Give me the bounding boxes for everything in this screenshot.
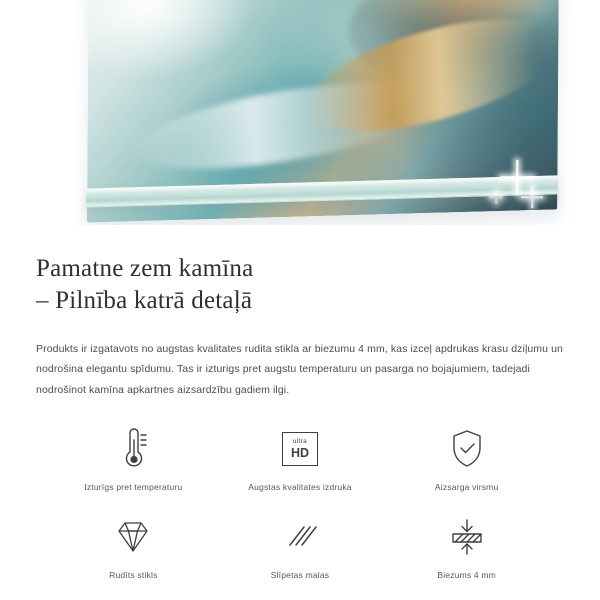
feature-label: Augstas kvalitates izdruka <box>248 482 352 493</box>
ultra-hd-bottom-label: HD <box>290 445 310 460</box>
feature-label: Izturīgs pret temperaturu <box>84 482 183 493</box>
content-area <box>0 225 600 580</box>
shield-check-icon <box>447 426 487 472</box>
feature-item-tempered-glass <box>50 514 217 580</box>
polished-edges-icon <box>278 514 322 560</box>
thickness-icon <box>445 514 489 560</box>
feature-item-polished-edges <box>217 514 384 580</box>
page-title <box>36 253 564 317</box>
diamond-icon <box>111 514 155 560</box>
feature-item-temperature <box>50 426 217 492</box>
feature-label: Biezums 4 mm <box>437 570 496 581</box>
decorative-swirl-white <box>131 67 438 186</box>
feature-grid <box>36 426 564 580</box>
feature-label: Rudīts stikls <box>109 570 158 581</box>
hero-image <box>0 0 600 225</box>
feature-item-surface-protection <box>383 426 550 492</box>
feature-label: Aizsarga virsmu <box>434 482 499 493</box>
feature-label: Slīpetas malas <box>270 570 330 581</box>
feature-item-thickness <box>383 514 550 580</box>
thermometer-icon <box>113 426 153 472</box>
ultra-hd-icon <box>282 426 318 472</box>
feature-item-print-quality <box>217 426 384 492</box>
ultra-hd-top-label: ultra <box>292 438 308 446</box>
page-title-line-2: – Pilnība katrā detaļā <box>36 287 253 314</box>
product-description: Produkts ir izgatavots no augstas kvalitates rudita stikla ar biezumu 4 mm, kas izceļ apdrukas krasu dziļumu un nodrošina elegantu spīdumu. Tas ir izturigs pret augstu temperaturu un pasarga no bojajumiem, tadejadi nodrošinot kamīna apkartnes aizsardzību gadiem ilgi. <box>36 343 563 396</box>
page-title-line-1: Pamatne zem kamīna <box>36 255 254 282</box>
